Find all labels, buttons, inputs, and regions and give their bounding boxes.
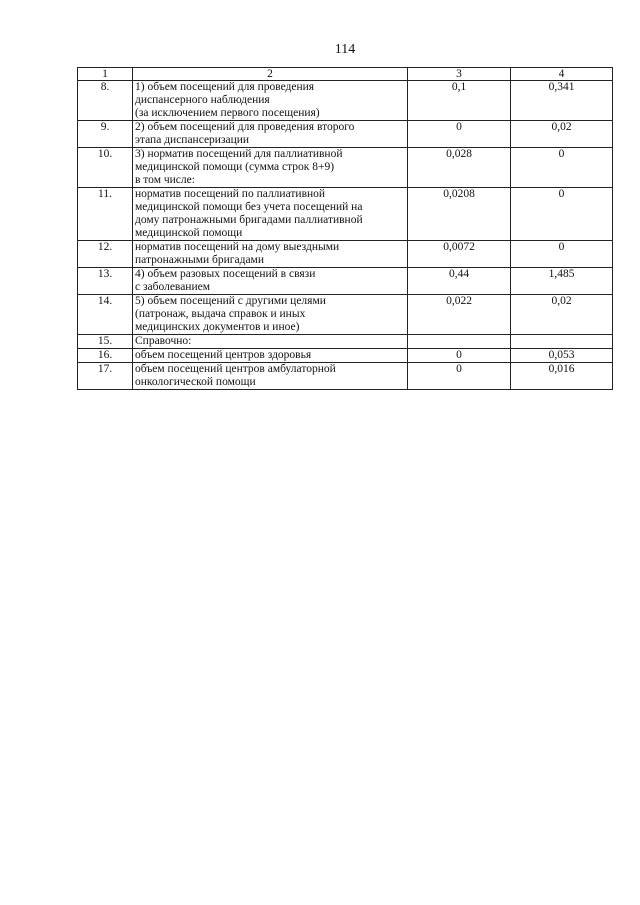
description-line: (патронаж, выдача справок и иных <box>135 308 306 320</box>
table-row <box>78 335 613 349</box>
description-line: с заболеванием <box>135 281 210 293</box>
row-description <box>133 363 408 390</box>
row-value-col4: 0,02 <box>511 295 613 335</box>
description-line: диспансерного наблюдения <box>135 94 270 106</box>
description-line: объем посещений центров здоровья <box>135 349 312 361</box>
row-description <box>133 121 408 148</box>
row-value-col4: 0 <box>511 241 613 268</box>
row-value-col3: 0,022 <box>408 295 511 335</box>
table-header-row <box>78 68 613 81</box>
description-line: этапа диспансеризации <box>135 134 250 146</box>
row-value-col4: 0 <box>511 188 613 241</box>
row-value-col3: 0 <box>408 121 511 148</box>
description-line: 3) норматив посещений для паллиативной <box>135 148 343 160</box>
table-row <box>78 188 613 241</box>
page-number: 114 <box>334 42 356 57</box>
description-line: (за исключением первого посещения) <box>135 107 320 119</box>
row-value-col3: 0 <box>408 349 511 363</box>
description-line: в том числе: <box>135 174 195 186</box>
row-number: 14. <box>78 295 133 335</box>
description-line: норматив посещений по паллиативной <box>135 188 326 200</box>
row-value-col3 <box>408 335 511 349</box>
description-line: медицинской помощи <box>135 227 243 239</box>
row-value-col3: 0 <box>408 363 511 390</box>
row-number: 15. <box>78 335 133 349</box>
row-description <box>133 349 408 363</box>
header-cell-4: 4 <box>511 68 613 81</box>
row-value-col3: 0,44 <box>408 268 511 295</box>
description-line: Справочно: <box>135 335 192 347</box>
row-number: 16. <box>78 349 133 363</box>
description-line: 5) объем посещений с другими целями <box>135 295 326 307</box>
row-number: 17. <box>78 363 133 390</box>
table-row <box>78 295 613 335</box>
description-line: 4) объем разовых посещений в связи <box>135 268 316 280</box>
row-value-col3: 0,028 <box>408 148 511 188</box>
description-line: патронажными бригадами <box>135 254 264 266</box>
table-row <box>78 363 613 390</box>
table-row <box>78 241 613 268</box>
table-row <box>78 349 613 363</box>
row-value-col3: 0,0208 <box>408 188 511 241</box>
row-number: 12. <box>78 241 133 268</box>
description-line: дому патронажными бригадами паллиативной <box>135 214 363 226</box>
table-row <box>78 121 613 148</box>
header-cell-2: 2 <box>133 68 408 81</box>
description-line: 1) объем посещений для проведения <box>135 81 315 93</box>
row-value-col4: 0,053 <box>511 349 613 363</box>
row-description <box>133 268 408 295</box>
row-description <box>133 335 408 349</box>
table-row <box>78 268 613 295</box>
table-row <box>78 148 613 188</box>
row-value-col4: 0 <box>511 148 613 188</box>
row-description <box>133 188 408 241</box>
data-table <box>77 67 613 390</box>
description-line: объем посещений центров амбулаторной <box>135 363 336 375</box>
row-number: 8. <box>78 81 133 121</box>
header-cell-3: 3 <box>408 68 511 81</box>
description-line: медицинской помощи (сумма строк 8+9) <box>135 161 335 173</box>
row-value-col4: 1,485 <box>511 268 613 295</box>
row-value-col4 <box>511 335 613 349</box>
description-line: медицинских документов и иное) <box>135 321 300 333</box>
row-value-col3: 0,1 <box>408 81 511 121</box>
header-cell-1: 1 <box>78 68 133 81</box>
row-value-col4: 0,016 <box>511 363 613 390</box>
row-description <box>133 241 408 268</box>
description-line: медицинской помощи без учета посещений на <box>135 201 363 213</box>
row-description <box>133 148 408 188</box>
row-number: 13. <box>78 268 133 295</box>
table-row <box>78 81 613 121</box>
row-value-col4: 0,02 <box>511 121 613 148</box>
row-value-col4: 0,341 <box>511 81 613 121</box>
row-number: 11. <box>78 188 133 241</box>
description-line: 2) объем посещений для проведения второго <box>135 121 355 133</box>
description-line: норматив посещений на дому выездными <box>135 241 340 253</box>
description-line: онкологической помощи <box>135 376 256 388</box>
row-number: 10. <box>78 148 133 188</box>
row-description <box>133 295 408 335</box>
row-number: 9. <box>78 121 133 148</box>
row-description <box>133 81 408 121</box>
row-value-col3: 0,0072 <box>408 241 511 268</box>
